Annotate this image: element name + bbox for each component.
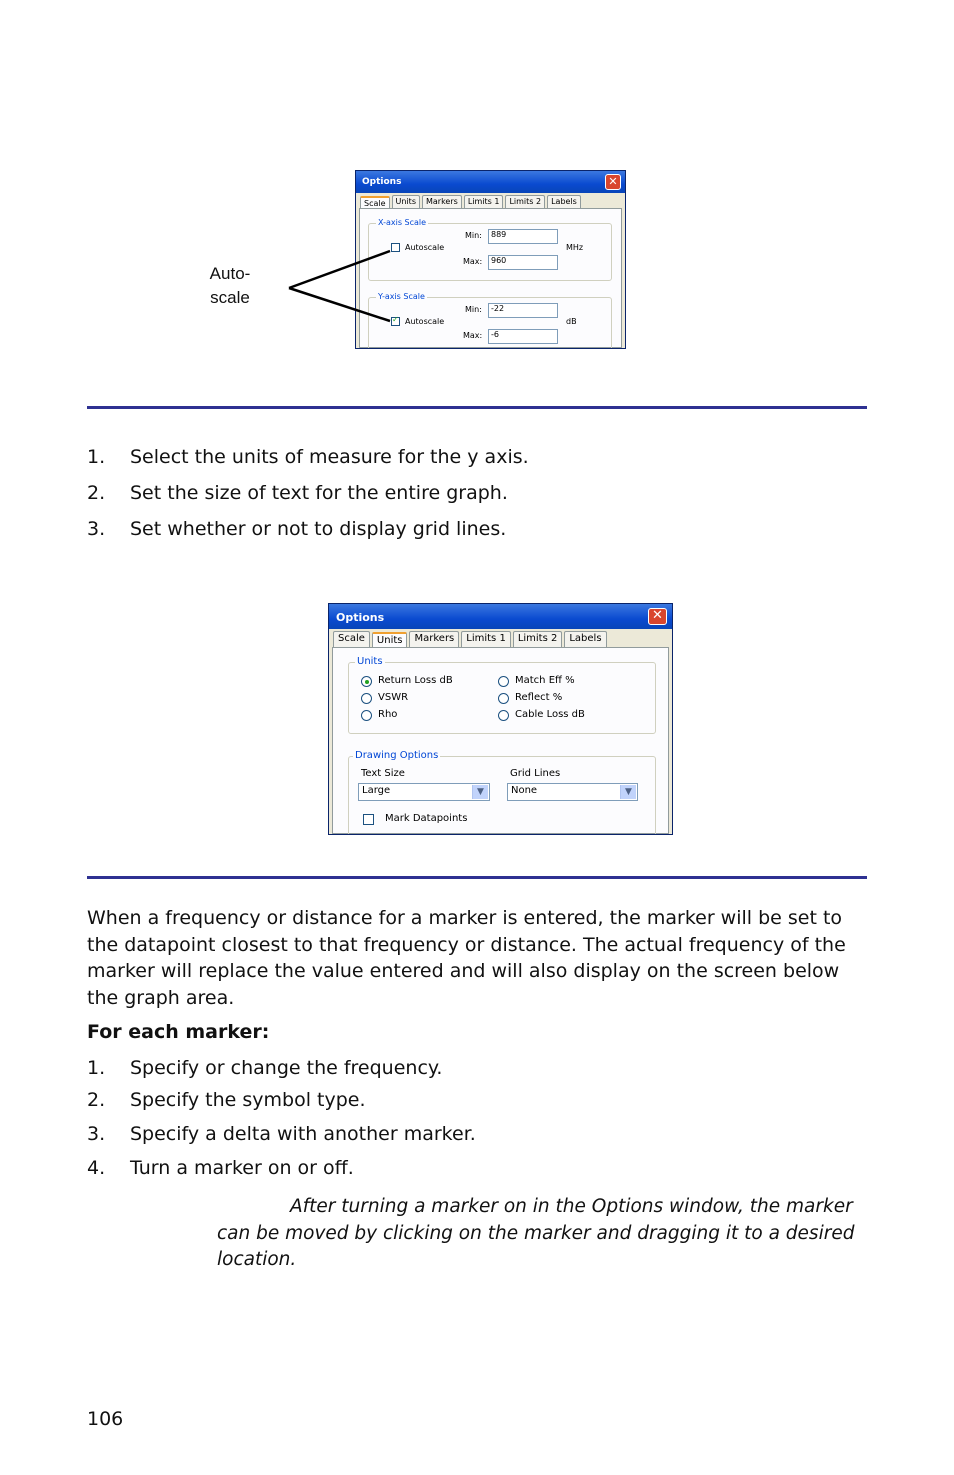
tab-labels[interactable]: Labels xyxy=(564,631,606,647)
tab-units[interactable]: Units xyxy=(372,632,408,648)
tab-strip xyxy=(360,194,583,208)
list-item: Specify the symbol type. xyxy=(130,1089,366,1111)
list-item: Specify or change the frequency. xyxy=(130,1057,443,1079)
tab-strip xyxy=(333,630,609,647)
text-size-label: Text Size xyxy=(361,768,405,779)
radio-vswr-label: VSWR xyxy=(378,692,409,703)
radio-return-loss[interactable] xyxy=(361,676,372,687)
x-autoscale-label: Autoscale xyxy=(405,243,445,252)
x-max-field[interactable]: 960 xyxy=(488,255,558,270)
tab-scale[interactable]: Scale xyxy=(333,631,370,647)
mark-datapoints-label: Mark Datapoints xyxy=(385,813,468,824)
grid-lines-select[interactable] xyxy=(507,783,638,801)
y-axis-scale-title: Y-axis Scale xyxy=(378,292,425,301)
dialog-title: Options xyxy=(336,611,385,624)
y-max-label: Max: xyxy=(463,331,483,340)
list-item-number: 3. xyxy=(87,1123,106,1145)
grid-lines-label: Grid Lines xyxy=(510,768,561,779)
radio-reflect-label: Reflect % xyxy=(515,692,563,703)
mark-datapoints-checkbox[interactable] xyxy=(363,814,374,825)
y-autoscale-label: Autoscale xyxy=(405,317,445,326)
y-max-field[interactable]: -6 xyxy=(488,329,558,344)
tab-limits-1[interactable]: Limits 1 xyxy=(461,631,511,647)
radio-vswr[interactable] xyxy=(361,693,372,704)
autoscale-callout xyxy=(200,262,260,310)
list-item-number: 3. xyxy=(87,518,106,540)
y-unit-label: dB xyxy=(566,317,577,326)
radio-reflect[interactable] xyxy=(498,693,509,704)
dialog-title-bar[interactable] xyxy=(329,604,672,629)
callout-line-1: Auto- xyxy=(209,264,251,283)
paragraph-line: the graph area. xyxy=(87,986,235,1009)
grid-lines-value: None xyxy=(511,785,538,796)
radio-cable-loss[interactable] xyxy=(498,710,509,721)
list-item-number: 4. xyxy=(87,1157,106,1179)
options-dialog-units xyxy=(328,603,673,835)
radio-return-loss-label: Return Loss dB xyxy=(378,675,453,686)
paragraph-line: When a frequency or distance for a marker is entered, the marker will be set to xyxy=(87,907,843,929)
text-size-select[interactable] xyxy=(358,783,490,801)
radio-cable-loss-label: Cable Loss dB xyxy=(515,709,585,720)
list-item: Set the size of text for the entire graph. xyxy=(130,482,508,504)
section-divider xyxy=(87,876,867,879)
tab-panel-units xyxy=(332,647,669,834)
note-line: can be moved by clicking on the marker and dragging it to a desired xyxy=(217,1222,855,1244)
page-number: 106 xyxy=(87,1408,124,1430)
markers-paragraph xyxy=(87,905,846,1011)
paragraph-line: marker will replace the value entered and will also display on the screen below xyxy=(87,960,840,982)
y-min-field[interactable]: -22 xyxy=(488,303,558,318)
callout-line-2: scale xyxy=(210,288,250,307)
for-each-marker-heading: For each marker: xyxy=(87,1021,270,1043)
y-autoscale-checkbox[interactable]: ✓ xyxy=(392,315,399,324)
radio-rho[interactable] xyxy=(361,710,372,721)
y-min-label: Min: xyxy=(465,305,482,314)
x-min-label: Min: xyxy=(465,231,482,240)
drawing-options-title: Drawing Options xyxy=(355,750,439,761)
tab-limits-2[interactable]: Limits 2 xyxy=(513,631,563,647)
chevron-down-icon[interactable]: ▼ xyxy=(620,785,636,799)
paragraph-line: the datapoint closest to that frequency or distance. The actual frequency of the xyxy=(87,933,846,956)
note-line: After turning a marker on in the Options window, the marker xyxy=(290,1196,853,1217)
close-icon[interactable]: ✕ xyxy=(605,174,621,190)
tab-limits-1[interactable]: Limits 1 xyxy=(464,195,504,208)
dialog-title: Options xyxy=(362,177,402,187)
tab-scale[interactable]: Scale xyxy=(360,196,390,209)
text-size-value: Large xyxy=(362,785,391,796)
radio-match-eff-label: Match Eff % xyxy=(515,675,575,686)
dialog-title-bar[interactable] xyxy=(356,171,625,193)
note-line: location. xyxy=(217,1249,297,1270)
list-item: Specify a delta with another marker. xyxy=(130,1123,476,1145)
section-divider xyxy=(87,406,867,409)
tab-markers[interactable]: Markers xyxy=(422,195,462,208)
radio-rho-label: Rho xyxy=(378,709,398,720)
list-item: Select the units of measure for the y axis. xyxy=(130,446,529,468)
x-axis-scale-title: X-axis Scale xyxy=(378,218,427,227)
tab-limits-2[interactable]: Limits 2 xyxy=(505,195,545,208)
list-item-number: 1. xyxy=(87,446,106,468)
radio-match-eff[interactable] xyxy=(498,676,509,687)
close-icon[interactable]: ✕ xyxy=(648,608,667,625)
list-item-number: 2. xyxy=(87,1089,106,1111)
units-group-title: Units xyxy=(357,656,383,667)
tab-labels[interactable]: Labels xyxy=(547,195,581,208)
x-unit-label: MHz xyxy=(566,243,584,252)
list-item: Turn a marker on or off. xyxy=(130,1157,354,1179)
list-item-number: 1. xyxy=(87,1057,106,1079)
note xyxy=(217,1194,854,1274)
x-max-label: Max: xyxy=(463,257,483,266)
chevron-down-icon[interactable]: ▼ xyxy=(472,785,488,799)
x-min-field[interactable]: 889 xyxy=(488,229,558,244)
tab-units[interactable]: Units xyxy=(392,195,420,208)
callout-lines xyxy=(280,245,400,330)
list-item-number: 2. xyxy=(87,482,106,504)
list-item: Set whether or not to display grid lines. xyxy=(130,518,507,540)
tab-markers[interactable]: Markers xyxy=(409,631,459,647)
